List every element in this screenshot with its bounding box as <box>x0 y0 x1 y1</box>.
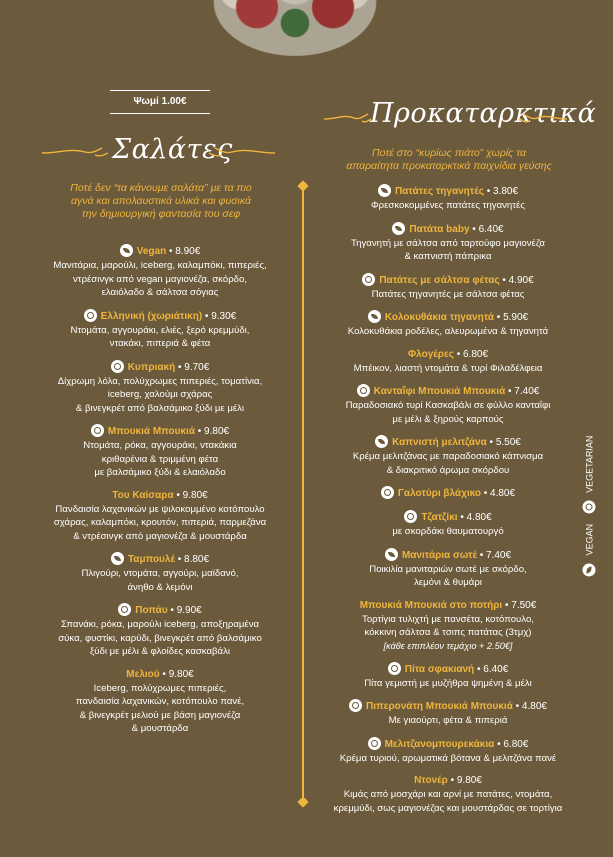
price-separator: • <box>175 361 185 373</box>
menu-item-description: Παραδοσιακό τυρί Κασκαβάλι σε φύλλο κανταΐφι με μέλι & ξηρούς καρπούς <box>345 400 551 425</box>
menu-item-name: Μελιού <box>126 668 160 680</box>
price-separator: • <box>457 512 467 523</box>
menu-item-price: 9.80€ <box>204 426 230 437</box>
menu-item-heading <box>310 435 586 450</box>
menu-item <box>12 603 308 659</box>
menu-item-heading <box>12 552 308 567</box>
menu-item-price: 6.40€ <box>483 663 509 675</box>
flourish-right-icon <box>519 112 569 126</box>
menu-item-description: Κιμάς από μοσχάρι και αρνί με πατάτες, ντομάτα, κρεμμύδι, σως μαγιονέζας και μουστάρδας σε τορτίγια <box>333 789 563 814</box>
menu-item-name: Κανταΐφι Μπουκιά Μπουκιά <box>373 386 506 397</box>
price-separator: • <box>474 663 484 675</box>
vegetarian-icon <box>349 699 362 712</box>
menu-item-description: Μανιτάρια, μαρούλι, iceberg, καλαμπόκι, πιπεριές, ντρέσινγκ από vegan μαγιονέζα, σκόρδο, ελαιόλαδο & σάλτσα σόγιας <box>53 260 267 298</box>
menu-item-description: με σκορδάκι θαυματουργό <box>392 526 504 537</box>
menu-item-description: Πανδαισία λαχανικών με ψιλοκομμένο κοτόπουλο σχάρας, καλαμπόκι, κρουτόν, πιπεριά, παρμεζάνα & ντρέσινγκ από μαγιονέζα & μουστάρδα <box>53 503 267 542</box>
vegetarian-icon <box>118 603 131 616</box>
menu-item-heading <box>310 662 586 677</box>
menu-item-heading <box>310 310 586 325</box>
flourish-left-icon <box>40 146 110 160</box>
menu-item-heading <box>310 348 586 362</box>
price-separator: • <box>494 738 504 750</box>
price-separator: • <box>494 312 504 323</box>
menu-item-name: Κολοκυθάκια τηγανητά <box>384 312 495 323</box>
vegan-icon <box>583 563 596 576</box>
menu-item-name: Τζατζίκι <box>421 512 458 523</box>
menu-item <box>310 435 586 477</box>
menu-item-price: 3.80€ <box>493 186 519 197</box>
menu-item <box>310 384 586 426</box>
menu-item <box>310 510 586 539</box>
vegetarian-icon <box>404 510 417 523</box>
menu-item <box>310 486 586 501</box>
menu-item <box>12 668 308 736</box>
diet-legend <box>578 426 600 586</box>
menu-item-description: Σπανάκι, ρόκα, μαρούλι iceberg, αποξηραμένα σύκα, φυστίκι, καρύδι, βινεγκρέτ από βαλσάμικο ξύδι με μέλι & φλοίδες κασκαβάλι <box>58 619 262 657</box>
menu-item <box>12 244 308 300</box>
menu-item-heading <box>310 699 586 714</box>
vegetarian-icon <box>381 486 394 499</box>
menu-item-heading <box>310 548 586 563</box>
vegetarian-icon <box>91 424 104 437</box>
menu-item <box>310 273 586 302</box>
menu-item-name: Ταμπουλέ <box>127 554 175 565</box>
menu-item-heading <box>12 360 308 375</box>
flourish-right-icon <box>207 146 277 160</box>
price-separator: • <box>476 549 487 561</box>
menu-item-price: 8.80€ <box>184 554 210 565</box>
menu-item-heading <box>310 737 586 752</box>
menu-item-name: Πίτα σφακιανή <box>404 663 475 675</box>
vegan-icon <box>378 184 391 197</box>
menu-item-description: Ντομάτα, αγγουράκι, ελιές, ξερό κρεμμύδι, ντακάκι, πιπεριά & φέτα <box>70 324 250 349</box>
vegan-icon <box>368 310 381 323</box>
menu-item <box>310 310 586 339</box>
menu-item-price: 4.80€ <box>521 701 547 712</box>
salads-list <box>12 244 308 745</box>
menu-item-heading <box>310 222 586 237</box>
menu-item <box>310 737 586 766</box>
menu-item-extra: [κάθε επιπλέον τεμάχιο + 2.50€] <box>383 640 513 651</box>
price-separator: • <box>173 489 183 501</box>
price-separator: • <box>166 246 176 257</box>
menu-item-name: Πατάτες τηγανητές <box>394 186 484 197</box>
menu-item-price: 9.80€ <box>456 775 482 786</box>
menu-item-price: 9.90€ <box>176 605 202 616</box>
menu-item <box>310 222 586 264</box>
bread-price: Ψωμί 1.00€ <box>110 90 210 114</box>
price-separator: • <box>202 310 212 322</box>
menu-item-name: Πατάτα baby <box>409 223 470 235</box>
price-separator: • <box>174 554 185 565</box>
price-separator: • <box>512 701 522 712</box>
menu-item-name: Φλογέρες <box>407 348 454 360</box>
menu-item-heading <box>310 384 586 399</box>
menu-item-heading <box>310 599 586 613</box>
menu-item-description: Τηγανητή με σάλτσα από ταρτούφο μαγιονέζα & καπνιστή πάπρικα <box>351 237 545 262</box>
menu-item-heading <box>310 510 586 525</box>
menu-item-price: 7.40€ <box>514 386 540 397</box>
menu-item-price: 9.80€ <box>168 668 194 680</box>
menu-item <box>12 360 308 416</box>
menu-item-price: 4.90€ <box>508 274 534 286</box>
vegetarian-icon <box>357 384 370 397</box>
menu-item-name: Ντονέρ <box>414 775 448 786</box>
menu-item-heading <box>12 309 308 324</box>
menu-item-name: Ποπάυ <box>135 605 168 616</box>
menu-item-description: Κρέμα μελιτζάνας με παραδοσιακό κάπνισμα & διακριτικό άρωμα σκόρδου <box>352 451 544 476</box>
menu-item-name: Καπνιστή μελιτζάνα <box>392 437 487 448</box>
menu-item <box>12 552 308 594</box>
menu-item-heading <box>12 424 308 439</box>
menu-item-description: Με γιαούρτι, φέτα & πιπεριά <box>388 715 508 726</box>
menu-item-name: Μπουκιά Μπουκιά <box>107 426 195 437</box>
menu-item-heading <box>12 489 308 503</box>
menu-item-description: Τορτίγια τυλιχτή με πανσέτα, κοτόπουλο, κόκκινη σάλτσα & τσιπς πατάτας (3τμχ) <box>362 613 534 638</box>
vegetarian-icon <box>362 273 375 286</box>
menu-item-price: 6.80€ <box>503 738 529 750</box>
menu-item-price: 5.90€ <box>503 312 529 323</box>
menu-item-description: Πίτα γεμιστή με μυζήθρα ψημένη & μέλι <box>364 677 532 689</box>
menu-item-name: Μελιτζανομπουρεκάκια <box>384 738 495 750</box>
menu-item-price: 8.90€ <box>175 246 201 257</box>
vegan-icon <box>120 244 133 257</box>
vegetarian-icon <box>368 737 381 750</box>
menu-item-heading <box>12 603 308 618</box>
vegetarian-icon <box>583 501 596 514</box>
menu-item <box>310 774 586 815</box>
menu-item-price: 9.70€ <box>184 361 210 373</box>
menu-item-heading <box>12 244 308 259</box>
vegetarian-icon <box>84 309 97 322</box>
menu-item-description: Μπέικον, λιαστή ντομάτα & τυρί Φιλαδέλφεια <box>353 362 543 374</box>
menu-item-description: Πατάτες τηγανητές με σάλτσα φέτας <box>371 288 525 300</box>
menu-item-name: Μπουκιά Μπουκιά στο ποτήρι <box>359 599 503 611</box>
salads-intro: Ποτέ δεν “τα κάνουμε σαλάτα” με τα πιο αγνά και απολαυστικά υλικά και φυσικά την δημιουργική φαντασία του σεφ <box>70 182 252 220</box>
legend-vegetarian-label: VEGETARIAN <box>584 435 594 493</box>
menu-item-description: Ντομάτα, ρόκα, αγγουράκι, ντακάκια κριθαρένια & τριμμένη φέτα με βαλσάμικο ξύδι & ελαιόλαδο <box>83 440 237 478</box>
column-divider <box>302 188 304 800</box>
legend-vegan-label: VEGAN <box>584 523 594 556</box>
menu-item-name: Γαλοτύρι βλάχικο <box>397 488 481 499</box>
menu-item-description: Iceberg, πολύχρωμες πιπεριές, πανδαισία λαχανικών, κοτόπουλο πανέ, & βινεγκρέτ μελιού με βάση μαγιονέζα & μουστάρδα <box>75 682 245 734</box>
menu-item-heading <box>310 184 586 199</box>
menu-item-price: 9.80€ <box>182 489 208 501</box>
menu-item-description: Φρεσκοκομμένες πατάτες τηγανητές <box>371 200 525 211</box>
price-separator: • <box>502 599 512 611</box>
menu-item-heading <box>310 486 586 501</box>
menu-item <box>12 309 308 351</box>
menu-item-name: Κυπριακή <box>127 361 176 373</box>
flourish-left-icon <box>322 112 372 126</box>
menu-item-description: Κρέμα τυριού, αρωματικά βότανα & μελιτζάνα πανέ <box>339 752 557 764</box>
menu-item-price: 7.50€ <box>511 599 537 611</box>
menu-item <box>12 424 308 480</box>
vegetarian-icon <box>388 662 401 675</box>
vegan-icon <box>375 435 388 448</box>
menu-item-name: Ελληνική (χωριάτικη) <box>100 310 203 322</box>
price-separator: • <box>159 668 169 680</box>
menu-item-price: 6.40€ <box>478 223 504 235</box>
menu-item-heading <box>310 273 586 288</box>
menu-item-name: Του Καίσαρα <box>112 489 174 501</box>
menu-item-heading <box>310 774 586 788</box>
price-separator: • <box>447 775 457 786</box>
appetizers-title: Προκαταρκτικά <box>370 98 597 129</box>
salads-title: Σαλάτες <box>112 134 233 165</box>
menu-item-description: Ποικιλία μανιταριών σωτέ με σκόρδο, λεμόνι & θυμάρι <box>369 563 527 588</box>
menu-item <box>310 548 586 590</box>
lace-decoration <box>200 0 390 65</box>
vegetarian-icon <box>111 360 124 373</box>
price-separator: • <box>499 274 509 286</box>
menu-item <box>12 489 308 544</box>
menu-item-name: Πατάτες με σάλτσα φέτας <box>379 274 500 286</box>
menu-item-name: Πιπερονάτη Μπουκιά Μπουκιά <box>366 701 513 712</box>
menu-item <box>310 348 586 376</box>
appetizers-intro: Ποτέ στο “κυρίως πιάτο” χωρίς τα απαραίτητα προκαταρκτικά παιχνίδια γεύσης <box>346 147 552 172</box>
price-separator: • <box>486 437 496 448</box>
menu-item-description: Κολοκυθάκια ροδέλες, αλευρωμένα & τηγανητά <box>347 326 549 337</box>
menu-item <box>310 662 586 691</box>
menu-item-price: 5.50€ <box>495 437 521 448</box>
menu-item-name: Μανιτάρια σωτέ <box>401 549 477 561</box>
price-separator: • <box>483 186 494 197</box>
menu-item <box>310 184 586 213</box>
price-separator: • <box>505 386 515 397</box>
menu-item-heading <box>12 668 308 682</box>
menu-item-price: 4.80€ <box>466 512 492 523</box>
vegan-icon <box>111 552 124 565</box>
vegan-icon <box>385 548 398 561</box>
menu-item-price: 6.80€ <box>463 348 489 360</box>
vegan-icon <box>392 222 405 235</box>
price-separator: • <box>194 426 205 437</box>
menu-item-description: Δίχρωμη λόλα, πολύχρωμες πιπεριές, τοματίνια, iceberg, χαλούμι σχάρας & βινεγκρέτ από βαλσάμικο ξύδι με μέλι <box>57 375 263 414</box>
appetizers-list <box>310 184 586 824</box>
price-separator: • <box>167 605 177 616</box>
price-separator: • <box>469 223 479 235</box>
price-separator: • <box>453 348 463 360</box>
menu-item-price: 4.80€ <box>490 488 516 499</box>
menu-item-price: 7.40€ <box>486 549 512 561</box>
menu-item-description: Πλιγούρι, ντομάτα, αγγούρι, μαϊδανό, άνηθο & λεμόνι <box>81 568 239 593</box>
menu-item-price: 9.30€ <box>211 310 237 322</box>
menu-item <box>310 699 586 728</box>
price-separator: • <box>480 488 491 499</box>
menu-item-name: Vegan <box>136 246 167 257</box>
menu-item <box>310 599 586 653</box>
